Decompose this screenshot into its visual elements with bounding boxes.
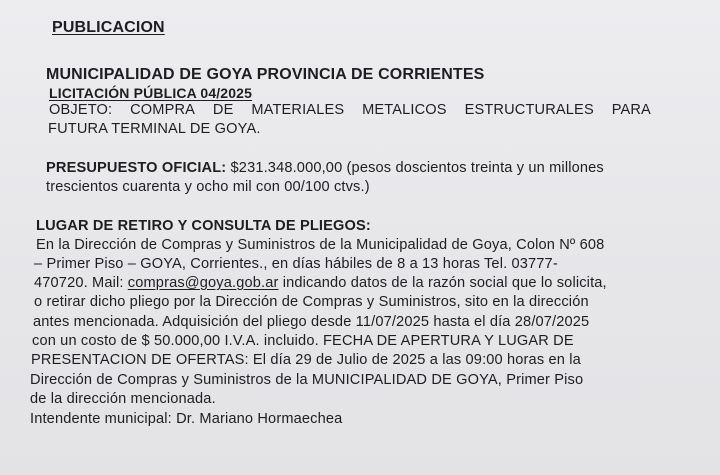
objeto-word: COMPRA: [130, 102, 196, 118]
presupuesto-value: $231.348.000,00 (pesos doscientos treinta y un millones: [230, 160, 604, 176]
lugar-heading: LUGAR DE RETIRO Y CONSULTA DE PLIEGOS:: [36, 218, 371, 234]
mail-suffix: indicando datos de la razón social que lo solicita,: [278, 275, 607, 291]
lugar-line-1: En la Dirección de Compras y Suministros de la Municipalidad de Goya, Colon Nº 608: [36, 237, 605, 253]
presupuesto-line-2: trescientos cuarenta y ocho mil con 00/100 ctvs.): [46, 179, 370, 195]
document-title: MUNICIPALIDAD DE GOYA PROVINCIA DE CORRIENTES: [46, 66, 485, 83]
objeto-word: OBJETO:: [49, 102, 113, 118]
email-link[interactable]: compras@goya.gob.ar: [127, 275, 279, 291]
mail-prefix: 470720. Mail:: [34, 275, 128, 291]
licitacion-number: LICITACIÓN PÚBLICA 04/2025: [49, 85, 253, 101]
presupuesto-label: PRESUPUESTO OFICIAL:: [46, 160, 227, 176]
lugar-line-3: [34, 274, 607, 292]
objeto-line-2: FUTURA TERMINAL DE GOYA.: [48, 121, 261, 137]
objeto-word: MATERIALES: [251, 102, 345, 118]
objeto-word: ESTRUCTURALES: [464, 102, 594, 118]
lugar-line-9: de la dirección mencionada.: [30, 391, 216, 407]
publication-heading: PUBLICACION: [52, 19, 165, 36]
presupuesto-line-1: [46, 159, 604, 177]
objeto-word: DE: [212, 102, 234, 118]
lugar-line-8: Dirección de Compras y Suministros de la MUNICIPALIDAD DE GOYA, Primer Piso: [30, 372, 584, 388]
objeto-line-1: [49, 101, 651, 119]
objeto-word: METALICOS: [362, 102, 447, 118]
intendente-signature-line: Intendente municipal: Dr. Mariano Hormaechea: [30, 411, 343, 427]
lugar-line-7: PRESENTACION DE OFERTAS: El día 29 de Julio de 2025 a las 09:00 horas en la: [31, 352, 581, 368]
objeto-word: PARA: [611, 102, 651, 118]
lugar-line-5: antes mencionada. Adquisición del pliego desde 11/07/2025 hasta el día 28/07/2025: [33, 314, 590, 330]
lugar-line-4: o retirar dicho pliego por la Dirección de Compras y Suministros, sito en la dirección: [34, 294, 589, 310]
lugar-line-2: – Primer Piso – GOYA, Corrientes., en días hábiles de 8 a 13 horas Tel. 03777-: [34, 256, 558, 272]
lugar-line-6: con un costo de $ 50.000,00 I.V.A. incluido. FECHA DE APERTURA Y LUGAR DE: [32, 333, 574, 349]
